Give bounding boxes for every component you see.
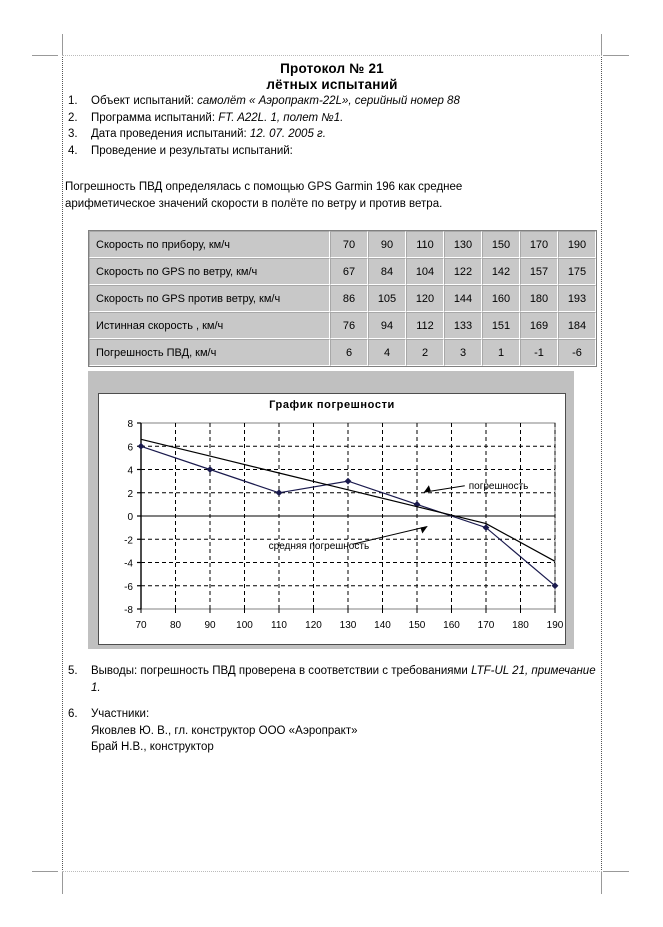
cell-value: 6	[330, 339, 368, 366]
svg-text:190: 190	[546, 620, 564, 631]
cell-value: 133	[444, 312, 482, 339]
conclusion-list	[63, 663, 601, 696]
svg-text:150: 150	[408, 620, 426, 631]
spacer	[63, 696, 601, 706]
list-item-number: 4.	[68, 144, 78, 157]
svg-text:180: 180	[512, 620, 529, 631]
table-row	[89, 258, 596, 285]
participant-name-2: Брай Н.В., конструктор	[91, 741, 214, 753]
crop-mark-top-left-v	[62, 34, 63, 56]
list-item-program	[63, 110, 601, 127]
cell-value: 180	[520, 285, 558, 312]
list-item-date	[63, 126, 601, 143]
cell-value: 150	[482, 231, 520, 258]
svg-text:4: 4	[127, 465, 133, 477]
svg-text:8: 8	[127, 419, 133, 430]
cell-value: 110	[406, 231, 444, 258]
row-label: Погрешность ПВД, км/ч	[89, 339, 330, 366]
list-item-number: 6.	[68, 708, 78, 720]
list-item-value: самолёт « Аэропракт-22L», серийный номер 88	[197, 95, 460, 107]
list-item-label: Выводы: погрешность ПВД проверена в соответствии с требованиями	[91, 665, 468, 677]
test-info-list	[63, 93, 601, 159]
list-item-number: 5.	[68, 665, 78, 677]
intro-paragraph-line-1: Погрешность ПВД определялась с помощью GPS Garmin 196 как среднее	[65, 181, 463, 193]
list-item-label: Объект испытаний:	[91, 95, 194, 107]
list-item-label: Проведение и результаты испытаний:	[91, 144, 293, 157]
cell-value: 1	[482, 339, 520, 366]
list-item-value: 12. 07. 2005 г.	[249, 128, 326, 140]
cell-value: 130	[444, 231, 482, 258]
cell-value: 144	[444, 285, 482, 312]
page-title	[63, 61, 601, 93]
cell-value: 94	[368, 312, 406, 339]
cell-value: 190	[558, 231, 596, 258]
svg-text:130: 130	[339, 620, 357, 631]
cell-value: 2	[406, 339, 444, 366]
svg-text:-6: -6	[124, 581, 133, 593]
svg-text:средняя погрешность: средняя погрешность	[268, 541, 370, 553]
svg-text:100: 100	[236, 620, 253, 631]
cell-value: 67	[330, 258, 368, 285]
cell-value: -6	[558, 339, 596, 366]
svg-text:90: 90	[204, 620, 216, 631]
table-row	[89, 312, 596, 339]
list-item-value: FT. A22L. 1, полет №1.	[218, 111, 344, 124]
row-label: Истинная скорость , км/ч	[89, 312, 330, 339]
margin-guide-bottom	[62, 871, 602, 872]
list-item-number: 1.	[68, 95, 78, 107]
cell-value: 105	[368, 285, 406, 312]
intro-paragraph	[65, 179, 601, 212]
chart-frame	[98, 393, 566, 645]
row-label: Скорость по GPS по ветру, км/ч	[89, 258, 330, 285]
measurements-table-wrapper	[88, 230, 601, 367]
list-item-conclusion	[63, 663, 601, 696]
svg-text:-4: -4	[124, 558, 133, 570]
svg-text:140: 140	[374, 620, 391, 631]
cell-value: 3	[444, 339, 482, 366]
cell-value: 151	[482, 312, 520, 339]
svg-text:80: 80	[169, 620, 182, 631]
conclusion-block	[63, 663, 601, 756]
cell-value: 4	[368, 339, 406, 366]
svg-text:-2: -2	[124, 535, 133, 547]
svg-text:170: 170	[477, 620, 495, 631]
svg-text:погрешность: погрешность	[468, 480, 529, 492]
cell-value: 170	[520, 231, 558, 258]
row-label: Скорость по GPS против ветру, км/ч	[89, 285, 330, 312]
svg-text:110: 110	[271, 620, 287, 631]
svg-text:6: 6	[127, 442, 133, 454]
list-item-number: 3.	[68, 128, 78, 140]
crop-mark-bottom-left-v	[62, 872, 63, 894]
cell-value: -1	[520, 339, 558, 366]
crop-mark-bottom-left-h	[32, 871, 58, 872]
list-item-label: Программа испытаний:	[91, 111, 216, 124]
crop-mark-bottom-right-v	[601, 872, 602, 894]
list-item-object	[63, 93, 601, 110]
table-row	[89, 339, 596, 366]
cell-value: 142	[482, 258, 520, 285]
cell-value: 169	[520, 312, 558, 339]
row-label: Скорость по прибору, км/ч	[89, 231, 330, 258]
crop-mark-top-right-v	[601, 34, 602, 56]
crop-mark-top-left-h	[32, 55, 58, 56]
list-item-value: LTF-UL 21, примечание 1.	[91, 665, 596, 694]
list-item-label: Дата проведения испытаний:	[91, 128, 247, 140]
list-item-number: 2.	[68, 111, 78, 124]
cell-value: 90	[368, 231, 406, 258]
margin-guide-right	[601, 55, 602, 872]
document-page	[63, 56, 601, 871]
cell-value: 76	[330, 312, 368, 339]
title-line-2: лётных испытаний	[266, 77, 398, 92]
svg-text:120: 120	[305, 620, 322, 631]
error-chart	[99, 415, 565, 645]
measurements-table	[88, 230, 597, 367]
svg-text:70: 70	[135, 620, 147, 631]
table-row	[89, 285, 596, 312]
table-row	[89, 231, 596, 258]
chart-title: График погрешности	[269, 399, 395, 411]
participant-name-1: Яковлев Ю. В., гл. конструктор ООО «Аэропракт»	[91, 724, 358, 737]
cell-value: 122	[444, 258, 482, 285]
title-line-1: Протокол № 21	[280, 61, 384, 76]
crop-mark-bottom-right-h	[603, 871, 629, 872]
cell-value: 120	[406, 285, 444, 312]
svg-text:160: 160	[443, 620, 460, 631]
list-item-results	[63, 143, 601, 160]
svg-text:0: 0	[127, 512, 133, 523]
chart-panel	[88, 371, 574, 649]
cell-value: 70	[330, 231, 368, 258]
participants-list	[63, 706, 601, 723]
cell-value: 112	[406, 312, 444, 339]
crop-mark-top-right-h	[603, 55, 629, 56]
list-item-label: Участники:	[91, 708, 150, 720]
svg-text:-8: -8	[124, 605, 133, 616]
cell-value: 175	[558, 258, 596, 285]
cell-value: 184	[558, 312, 596, 339]
list-item-participants	[63, 706, 601, 723]
cell-value: 86	[330, 285, 368, 312]
cell-value: 104	[406, 258, 444, 285]
cell-value: 193	[558, 285, 596, 312]
intro-paragraph-line-2: арифметическое значений скорости в полёте по ветру и против ветра.	[65, 197, 443, 210]
cell-value: 160	[482, 285, 520, 312]
cell-value: 157	[520, 258, 558, 285]
svg-text:2: 2	[127, 488, 133, 500]
cell-value: 84	[368, 258, 406, 285]
